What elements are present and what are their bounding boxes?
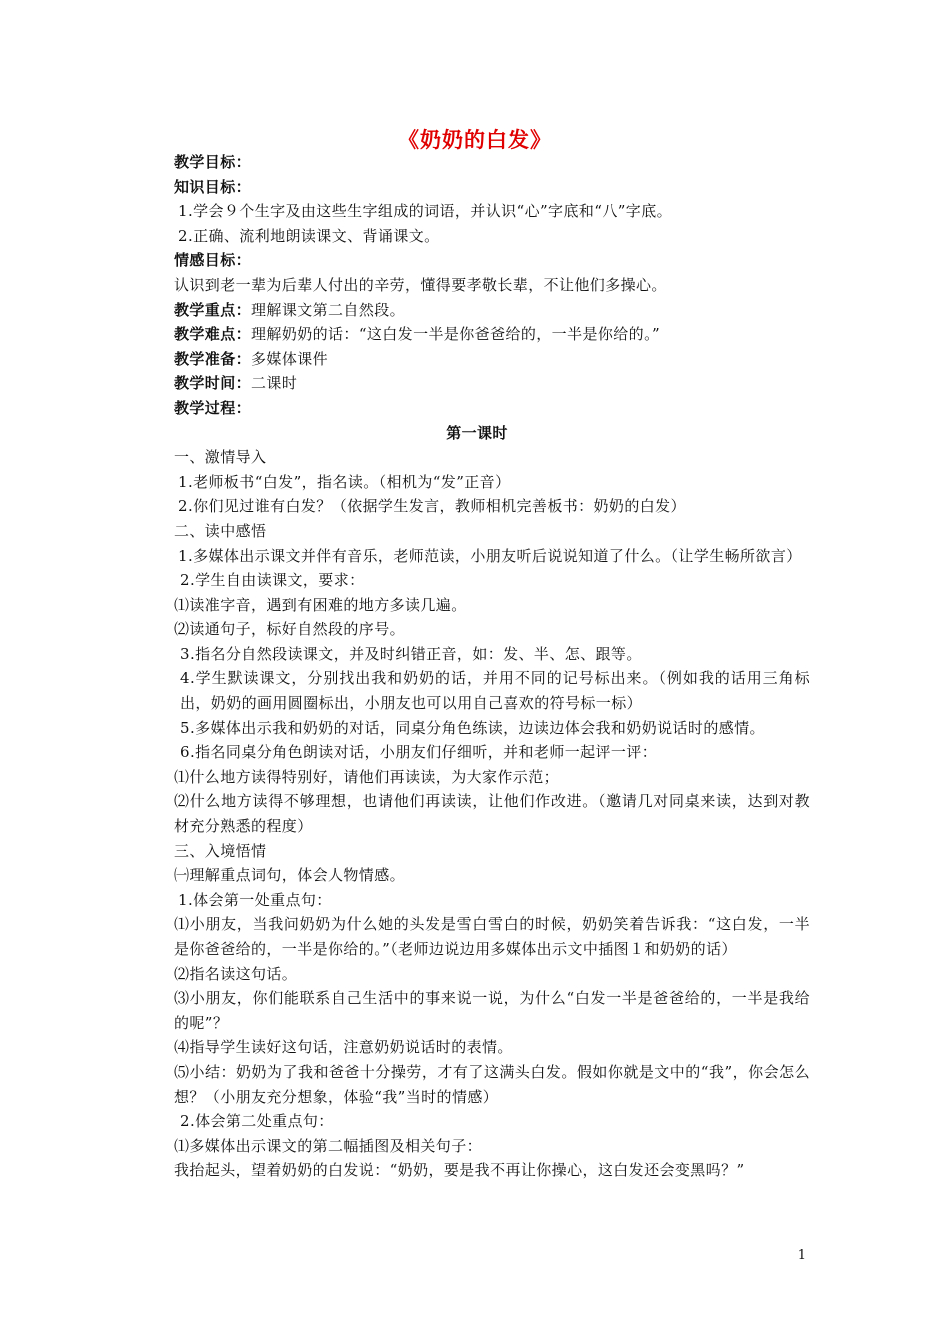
list-item: 1.体会第一处重点句： [178, 890, 332, 909]
key-point-row [144, 298, 810, 323]
time-label: 教学时间： [174, 374, 252, 393]
list-item: 4.学生默读课文，分别找出我和奶奶的话，并用不同的记号标出来。（例如我的话用三角标出，奶奶的画用圆圈标出，小朋友也可以用自己喜欢的符号标一标） [180, 669, 810, 713]
document-title: 《奶奶的白发》 [398, 128, 552, 152]
knowledge-item: 1.学会９个生字及由这些生字组成的词语，并认识“心”字底和“八”字底。 [178, 202, 672, 221]
sub-item: ⑷指导学生读好这句话，注意奶奶说话时的表情。 [174, 1038, 513, 1057]
list-item: 3.指名分自然段读课文，并及时纠错正音，如：发、半、怎、跟等。 [180, 644, 642, 663]
sub-item: ⑴小朋友，当我问奶奶为什么她的头发是雪白雪白的时候，奶奶笑着告诉我：“这白发，一半是你爸爸给的，一半是你给的。”（老师边说边用多媒体出示文中插图１和奶奶的话） [174, 915, 810, 958]
sub-item: ⑵什么地方读得不够理想，也请他们再读读，让他们作改进。（邀请几对同桌来读，达到对教材充分熟悉的程度） [174, 792, 810, 836]
section-heading: 一、激情导入 [174, 448, 267, 467]
list-item: 2.学生自由读课文，要求： [180, 571, 365, 590]
section-heading: 二、读中感悟 [174, 521, 267, 540]
objectives-heading: 教学目标： [174, 153, 252, 171]
preparation-label: 教学准备： [174, 349, 252, 368]
knowledge-item: 2.正确、流利地朗读课文、背诵课文。 [178, 226, 440, 245]
document-body [144, 150, 810, 1183]
emotion-heading: 情感目标： [174, 251, 252, 270]
sub-item: ⑴读准字音，遇到有困难的地方多读几遍。 [174, 595, 467, 614]
key-point-label: 教学重点： [174, 300, 252, 319]
sub-item: ⑸小结：奶奶为了我和爸爸十分操劳，才有了这满头白发。假如你就是文中的“我”，你会怎么想？（小朋友充分想象，体验“我”当时的情感） [174, 1062, 810, 1106]
quote-text: 我抬起头，望着奶奶的白发说：“奶奶，要是我不再让你操心，这白发还会变黑吗？” [174, 1161, 745, 1180]
difficulty-row [144, 322, 810, 347]
difficulty-label: 教学难点： [174, 325, 252, 344]
sub-heading: ㈠理解重点词句，体会人物情感。 [174, 866, 406, 885]
section-heading: 三、入境悟情 [174, 841, 267, 860]
sub-item: ⑵读通句子，标好自然段的序号。 [174, 620, 406, 639]
lesson-title: 第一课时 [446, 423, 508, 442]
preparation-text: 多媒体课件 [251, 349, 329, 368]
list-item: 5.多媒体出示我和奶奶的对话，同桌分角色练读，边读边体会我和奶奶说话时的感情。 [180, 718, 765, 737]
sub-item: ⑴多媒体出示课文的第二幅插图及相关句子： [174, 1136, 483, 1155]
list-item: 1.老师板书“白发”，指名读。（相机为“发”正音） [178, 472, 511, 491]
list-item: 6.指名同桌分角色朗读对话，小朋友们仔细听，并和老师一起评一评： [180, 743, 658, 762]
list-item: 2.你们见过谁有白发？（依据学生发言，教师相机完善板书：奶奶的白发） [178, 497, 686, 516]
preparation-row [144, 347, 810, 372]
page-number: 1 [797, 1248, 806, 1263]
list-item: 1.多媒体出示课文并伴有音乐，老师范读，小朋友听后说说知道了什么。（让学生畅所欲言） [178, 546, 802, 565]
list-item: 2.体会第二处重点句： [180, 1112, 334, 1131]
time-row [144, 371, 810, 396]
sub-item: ⑵指名读这句话。 [174, 964, 298, 983]
emotion-text: 认识到老一辈为后辈人付出的辛劳，懂得要孝敬长辈，不让他们多操心。 [174, 275, 667, 294]
sub-item: ⑴什么地方读得特别好，请他们再读读，为大家作示范； [174, 767, 560, 786]
time-text: 二课时 [251, 374, 298, 393]
sub-item: ⑶小朋友，你们能联系自己生活中的事来说一说，为什么“白发一半是爸爸给的，一半是我给的呢”？ [174, 989, 810, 1032]
knowledge-heading: 知识目标： [174, 177, 252, 196]
difficulty-text: 理解奶奶的话：“这白发一半是你爸爸给的，一半是你给的。” [251, 325, 661, 344]
key-point-text: 理解课文第二自然段。 [251, 300, 406, 319]
process-heading: 教学过程： [174, 398, 252, 417]
